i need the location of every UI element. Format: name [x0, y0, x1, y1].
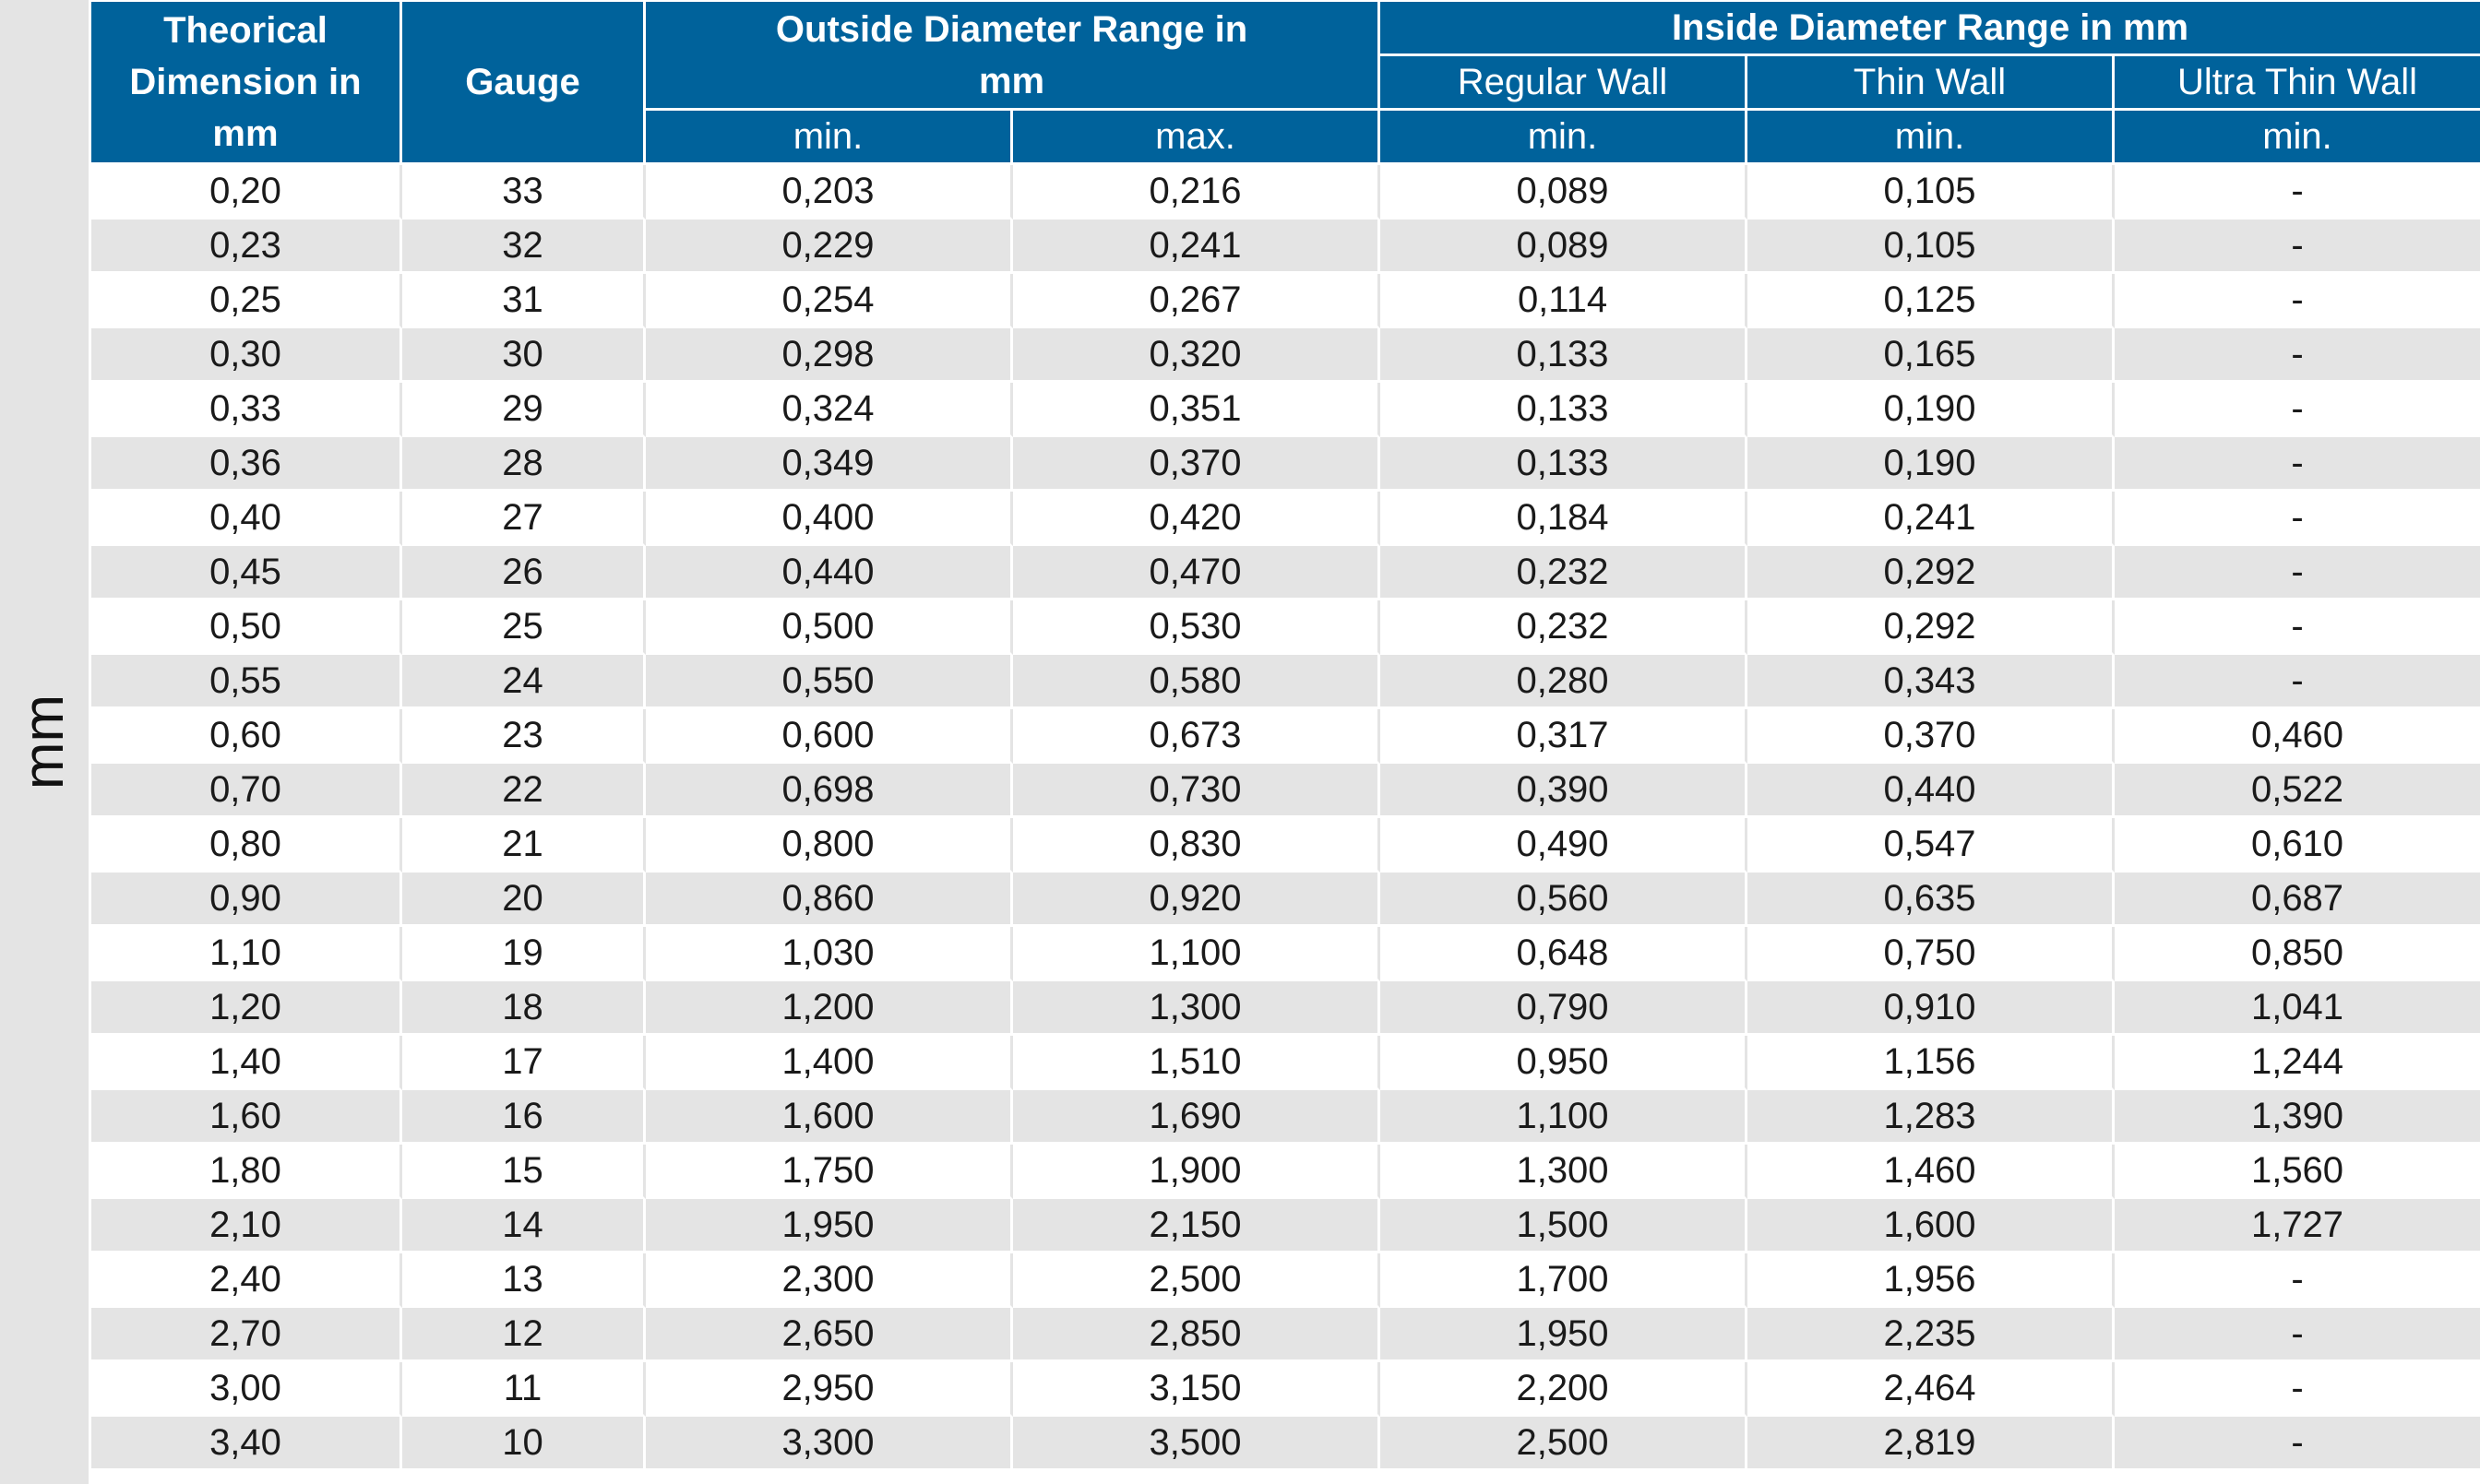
cell-gauge: 33: [402, 165, 646, 220]
cell-od-max: 1,900: [1013, 1145, 1380, 1199]
cell-od-max: 0,730: [1013, 764, 1380, 818]
cell-theoretical-dimension: 0,25: [91, 274, 402, 328]
cell-ultra-thin-wall-min: -: [2115, 437, 2480, 492]
table-header: [91, 2, 2480, 165]
cell-regular-wall-min: 0,232: [1380, 600, 1747, 655]
header-regular-wall: Regular Wall: [1380, 56, 1747, 111]
cell-theoretical-dimension: 1,60: [91, 1090, 402, 1145]
cell-thin-wall-min: 0,165: [1747, 328, 2115, 383]
cell-gauge: 12: [402, 1308, 646, 1362]
cell-regular-wall-min: 2,500: [1380, 1417, 1747, 1471]
cell-thin-wall-min: 2,464: [1747, 1362, 2115, 1417]
cell-thin-wall-min: 1,283: [1747, 1090, 2115, 1145]
cell-od-min: 1,400: [646, 1036, 1013, 1090]
cell-od-max: 0,320: [1013, 328, 1380, 383]
cell-thin-wall-min: 0,370: [1747, 709, 2115, 764]
cell-od-min: 2,950: [646, 1362, 1013, 1417]
cell-theoretical-dimension: 3,40: [91, 1417, 402, 1471]
cell-gauge: 31: [402, 274, 646, 328]
cell-od-max: 0,420: [1013, 492, 1380, 546]
cell-thin-wall-min: 2,235: [1747, 1308, 2115, 1362]
cell-thin-wall-min: 0,241: [1747, 492, 2115, 546]
cell-gauge: 27: [402, 492, 646, 546]
header-gauge: Gauge: [402, 2, 646, 165]
header-thin-wall: Thin Wall: [1747, 56, 2115, 111]
cell-gauge: 29: [402, 383, 646, 437]
header-ultra-thin-wall: Ultra Thin Wall: [2115, 56, 2480, 111]
cell-od-min: 3,300: [646, 1417, 1013, 1471]
cell-od-min: 1,750: [646, 1145, 1013, 1199]
header-od-min: min.: [646, 111, 1013, 165]
cell-regular-wall-min: 0,317: [1380, 709, 1747, 764]
cell-ultra-thin-wall-min: 0,850: [2115, 927, 2480, 981]
table-row: [91, 709, 2480, 764]
cell-ultra-thin-wall-min: 0,687: [2115, 873, 2480, 927]
table-row: [91, 1308, 2480, 1362]
cell-od-max: 2,500: [1013, 1253, 1380, 1308]
cell-ultra-thin-wall-min: -: [2115, 1362, 2480, 1417]
cell-regular-wall-min: 0,790: [1380, 981, 1747, 1036]
cell-od-min: 0,500: [646, 600, 1013, 655]
cell-ultra-thin-wall-min: -: [2115, 546, 2480, 600]
cell-regular-wall-min: 0,114: [1380, 274, 1747, 328]
cell-od-min: 0,349: [646, 437, 1013, 492]
header-outside-diameter: Outside Diameter Range in mm: [646, 2, 1380, 111]
cell-gauge: 22: [402, 764, 646, 818]
cell-regular-wall-min: 1,100: [1380, 1090, 1747, 1145]
cell-od-min: 0,860: [646, 873, 1013, 927]
table-row: [91, 1417, 2480, 1471]
cell-od-max: 0,216: [1013, 165, 1380, 220]
cell-od-max: 0,920: [1013, 873, 1380, 927]
table-row: [91, 655, 2480, 709]
cell-od-max: 0,370: [1013, 437, 1380, 492]
cell-thin-wall-min: 0,105: [1747, 165, 2115, 220]
cell-gauge: 14: [402, 1199, 646, 1253]
cell-theoretical-dimension: 2,10: [91, 1199, 402, 1253]
cell-thin-wall-min: 1,460: [1747, 1145, 2115, 1199]
cell-od-min: 0,203: [646, 165, 1013, 220]
cell-od-max: 0,530: [1013, 600, 1380, 655]
table-row: [91, 818, 2480, 873]
cell-od-min: 0,324: [646, 383, 1013, 437]
cell-od-min: 1,030: [646, 927, 1013, 981]
cell-od-max: 0,267: [1013, 274, 1380, 328]
cell-od-max: 0,241: [1013, 220, 1380, 274]
cell-od-min: 2,300: [646, 1253, 1013, 1308]
cell-od-min: 0,550: [646, 655, 1013, 709]
unit-label-text: mm: [12, 694, 77, 790]
cell-thin-wall-min: 0,910: [1747, 981, 2115, 1036]
cell-gauge: 30: [402, 328, 646, 383]
header-ultra-thin-wall-min: min.: [2115, 111, 2480, 165]
cell-gauge: 23: [402, 709, 646, 764]
cell-regular-wall-min: 0,390: [1380, 764, 1747, 818]
cell-gauge: 24: [402, 655, 646, 709]
table-row: [91, 437, 2480, 492]
cell-theoretical-dimension: 1,40: [91, 1036, 402, 1090]
cell-ultra-thin-wall-min: 0,460: [2115, 709, 2480, 764]
table-row: [91, 492, 2480, 546]
cell-theoretical-dimension: 1,80: [91, 1145, 402, 1199]
cell-theoretical-dimension: 0,80: [91, 818, 402, 873]
cell-thin-wall-min: 0,190: [1747, 383, 2115, 437]
cell-od-min: 1,600: [646, 1090, 1013, 1145]
cell-thin-wall-min: 0,750: [1747, 927, 2115, 981]
cell-ultra-thin-wall-min: 0,522: [2115, 764, 2480, 818]
cell-ultra-thin-wall-min: -: [2115, 492, 2480, 546]
table-row: [91, 1036, 2480, 1090]
cell-regular-wall-min: 0,133: [1380, 437, 1747, 492]
cell-theoretical-dimension: 0,70: [91, 764, 402, 818]
cell-gauge: 15: [402, 1145, 646, 1199]
cell-regular-wall-min: 0,089: [1380, 220, 1747, 274]
cell-gauge: 10: [402, 1417, 646, 1471]
cell-thin-wall-min: 0,105: [1747, 220, 2115, 274]
cell-theoretical-dimension: 0,90: [91, 873, 402, 927]
cell-gauge: 20: [402, 873, 646, 927]
cell-regular-wall-min: 0,133: [1380, 328, 1747, 383]
table-row: [91, 873, 2480, 927]
cell-od-max: 0,351: [1013, 383, 1380, 437]
cell-theoretical-dimension: 0,55: [91, 655, 402, 709]
cell-ultra-thin-wall-min: -: [2115, 383, 2480, 437]
cell-theoretical-dimension: 0,45: [91, 546, 402, 600]
cell-ultra-thin-wall-min: 1,727: [2115, 1199, 2480, 1253]
table-row: [91, 981, 2480, 1036]
cell-od-min: 0,698: [646, 764, 1013, 818]
table-body: [91, 165, 2480, 1471]
cell-gauge: 18: [402, 981, 646, 1036]
cell-regular-wall-min: 0,232: [1380, 546, 1747, 600]
cell-regular-wall-min: 0,560: [1380, 873, 1747, 927]
cell-gauge: 11: [402, 1362, 646, 1417]
cell-gauge: 25: [402, 600, 646, 655]
cell-od-min: 0,254: [646, 274, 1013, 328]
cell-gauge: 17: [402, 1036, 646, 1090]
cell-theoretical-dimension: 0,40: [91, 492, 402, 546]
cell-ultra-thin-wall-min: 1,244: [2115, 1036, 2480, 1090]
cell-thin-wall-min: 0,125: [1747, 274, 2115, 328]
cell-thin-wall-min: 0,635: [1747, 873, 2115, 927]
cell-regular-wall-min: 0,280: [1380, 655, 1747, 709]
diameter-spec-table: [91, 2, 2480, 1471]
table-row: [91, 546, 2480, 600]
cell-thin-wall-min: 1,600: [1747, 1199, 2115, 1253]
cell-od-min: 1,950: [646, 1199, 1013, 1253]
cell-regular-wall-min: 1,950: [1380, 1308, 1747, 1362]
cell-ultra-thin-wall-min: -: [2115, 220, 2480, 274]
cell-od-max: 0,470: [1013, 546, 1380, 600]
cell-od-max: 1,300: [1013, 981, 1380, 1036]
cell-od-max: 0,673: [1013, 709, 1380, 764]
cell-od-max: 2,150: [1013, 1199, 1380, 1253]
cell-ultra-thin-wall-min: 1,390: [2115, 1090, 2480, 1145]
cell-theoretical-dimension: 0,50: [91, 600, 402, 655]
cell-theoretical-dimension: 0,20: [91, 165, 402, 220]
table-row: [91, 600, 2480, 655]
table-row: [91, 274, 2480, 328]
cell-theoretical-dimension: 0,36: [91, 437, 402, 492]
cell-theoretical-dimension: 0,30: [91, 328, 402, 383]
cell-regular-wall-min: 2,200: [1380, 1362, 1747, 1417]
header-thin-wall-min: min.: [1747, 111, 2115, 165]
cell-regular-wall-min: 0,950: [1380, 1036, 1747, 1090]
cell-od-min: 1,200: [646, 981, 1013, 1036]
cell-thin-wall-min: 0,190: [1747, 437, 2115, 492]
cell-ultra-thin-wall-min: -: [2115, 328, 2480, 383]
cell-od-min: 0,229: [646, 220, 1013, 274]
cell-ultra-thin-wall-min: -: [2115, 274, 2480, 328]
cell-theoretical-dimension: 0,23: [91, 220, 402, 274]
cell-ultra-thin-wall-min: 1,041: [2115, 981, 2480, 1036]
cell-thin-wall-min: 0,292: [1747, 600, 2115, 655]
table-row: [91, 220, 2480, 274]
table-row: [91, 764, 2480, 818]
cell-ultra-thin-wall-min: -: [2115, 1417, 2480, 1471]
cell-ultra-thin-wall-min: 0,610: [2115, 818, 2480, 873]
table-row: [91, 383, 2480, 437]
cell-gauge: 26: [402, 546, 646, 600]
header-inside-diameter: Inside Diameter Range in mm: [1380, 2, 2480, 56]
cell-ultra-thin-wall-min: -: [2115, 1308, 2480, 1362]
cell-od-max: 0,580: [1013, 655, 1380, 709]
cell-gauge: 21: [402, 818, 646, 873]
table-row: [91, 1145, 2480, 1199]
cell-ultra-thin-wall-min: -: [2115, 600, 2480, 655]
cell-theoretical-dimension: 2,70: [91, 1308, 402, 1362]
cell-theoretical-dimension: 3,00: [91, 1362, 402, 1417]
cell-ultra-thin-wall-min: -: [2115, 165, 2480, 220]
cell-od-max: 3,500: [1013, 1417, 1380, 1471]
cell-ultra-thin-wall-min: -: [2115, 655, 2480, 709]
cell-od-max: 0,830: [1013, 818, 1380, 873]
cell-gauge: 13: [402, 1253, 646, 1308]
cell-regular-wall-min: 1,300: [1380, 1145, 1747, 1199]
cell-od-min: 0,298: [646, 328, 1013, 383]
cell-regular-wall-min: 0,648: [1380, 927, 1747, 981]
cell-thin-wall-min: 1,956: [1747, 1253, 2115, 1308]
cell-gauge: 32: [402, 220, 646, 274]
table-row: [91, 1090, 2480, 1145]
cell-od-max: 2,850: [1013, 1308, 1380, 1362]
cell-ultra-thin-wall-min: -: [2115, 1253, 2480, 1308]
table-row: [91, 927, 2480, 981]
cell-thin-wall-min: 0,343: [1747, 655, 2115, 709]
cell-regular-wall-min: 0,184: [1380, 492, 1747, 546]
cell-gauge: 28: [402, 437, 646, 492]
cell-od-min: 2,650: [646, 1308, 1013, 1362]
cell-regular-wall-min: 0,490: [1380, 818, 1747, 873]
cell-regular-wall-min: 0,133: [1380, 383, 1747, 437]
cell-gauge: 16: [402, 1090, 646, 1145]
cell-regular-wall-min: 1,500: [1380, 1199, 1747, 1253]
cell-theoretical-dimension: 2,40: [91, 1253, 402, 1308]
cell-thin-wall-min: 0,292: [1747, 546, 2115, 600]
cell-thin-wall-min: 0,440: [1747, 764, 2115, 818]
unit-side-label: [0, 0, 89, 1484]
table-row: [91, 328, 2480, 383]
cell-od-min: 0,400: [646, 492, 1013, 546]
cell-ultra-thin-wall-min: 1,560: [2115, 1145, 2480, 1199]
cell-thin-wall-min: 2,819: [1747, 1417, 2115, 1471]
cell-thin-wall-min: 0,547: [1747, 818, 2115, 873]
cell-od-max: 3,150: [1013, 1362, 1380, 1417]
header-theoretical-dimension: Theorical Dimension in mm: [91, 2, 402, 165]
table-row: [91, 1199, 2480, 1253]
table-row: [91, 1362, 2480, 1417]
header-regular-wall-min: min.: [1380, 111, 1747, 165]
cell-od-max: 1,100: [1013, 927, 1380, 981]
cell-theoretical-dimension: 0,60: [91, 709, 402, 764]
header-od-max: max.: [1013, 111, 1380, 165]
cell-gauge: 19: [402, 927, 646, 981]
table-row: [91, 1253, 2480, 1308]
cell-od-max: 1,510: [1013, 1036, 1380, 1090]
table-row: [91, 165, 2480, 220]
cell-od-min: 0,600: [646, 709, 1013, 764]
cell-regular-wall-min: 1,700: [1380, 1253, 1747, 1308]
cell-od-max: 1,690: [1013, 1090, 1380, 1145]
cell-od-min: 0,440: [646, 546, 1013, 600]
cell-thin-wall-min: 1,156: [1747, 1036, 2115, 1090]
cell-regular-wall-min: 0,089: [1380, 165, 1747, 220]
cell-theoretical-dimension: 1,20: [91, 981, 402, 1036]
cell-theoretical-dimension: 0,33: [91, 383, 402, 437]
cell-theoretical-dimension: 1,10: [91, 927, 402, 981]
cell-od-min: 0,800: [646, 818, 1013, 873]
